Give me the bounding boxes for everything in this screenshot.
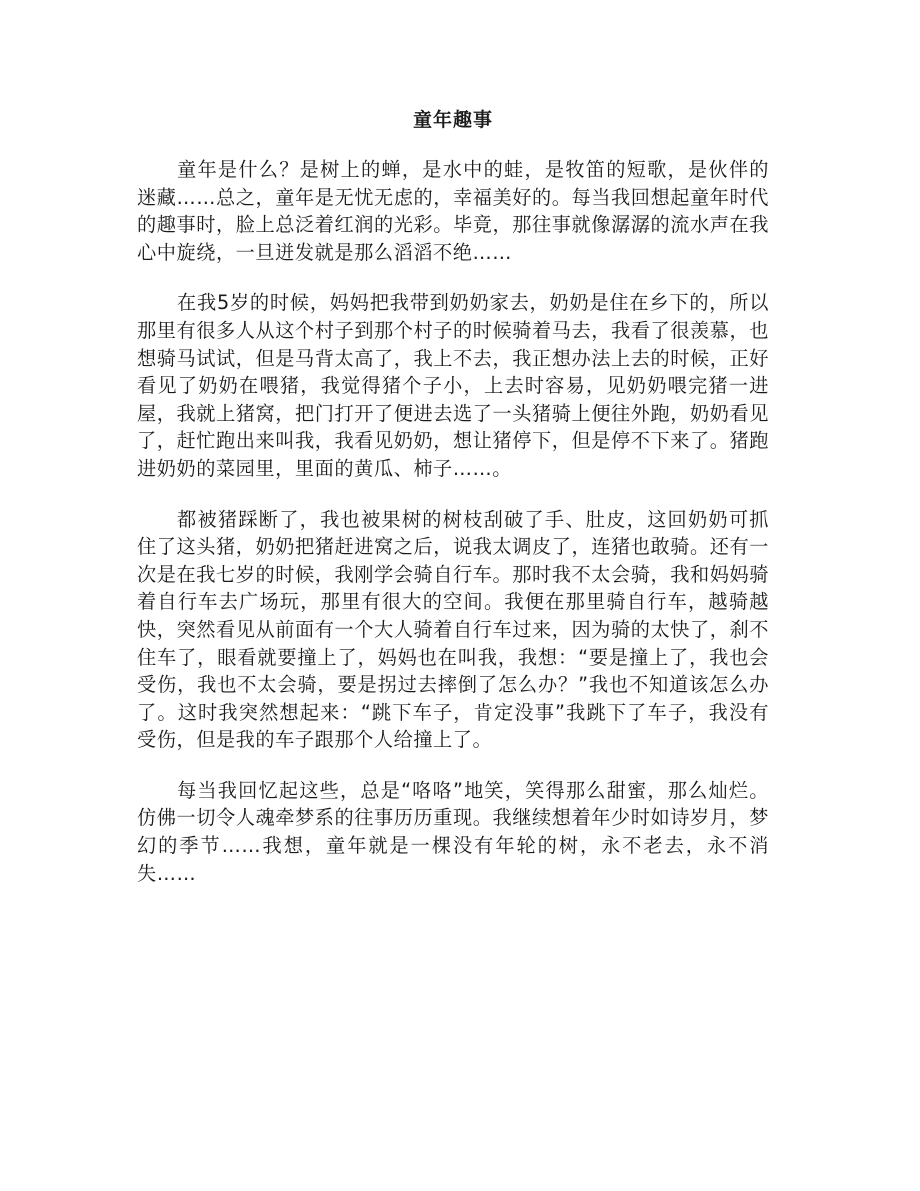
document-title: 童年趣事 — [412, 109, 493, 131]
document-page — [137, 105, 769, 910]
paragraph-1: 童年是什么？是树上的蝉，是水中的蛙，是牧笛的短歌，是伙伴的迷藏……总之，童年是无忧无虑的，幸福美好的。每当我回想起童年时代的趣事时，脸上总泛着红润的光彩。毕竟，那往事就像潺潺的流水声在我心中旋绕，一旦迸发就是那么滔滔不绝…… — [137, 158, 769, 264]
paragraph-3: 都被猪踩断了，我也被果树的树枝刮破了手、肚皮，这回奶奶可抓住了这头猪，奶奶把猪赶进窝之后，说我太调皮了，连猪也敢骑。还有一次是在我七岁的时候，我刚学会骑自行车。那时我不太会骑，我和妈妈骑着自行车去广场玩，那里有很大的空间。我便在那里骑自行车，越骑越快，突然看见从前面有一个大人骑着自行车过来，因为骑的太快了，刹不住车了，眼看就要撞上了，妈妈也在叫我，我想：“要是撞上了，我也会受伤，我也不太会骑，要是拐过去摔倒了怎么办？”我也不知道该怎么办了。这时我突然想起来：“跳下车子，肯定没事”我跳下了车子，我没有受伤，但是我的车子跟那个人给撞上了。 — [137, 507, 769, 752]
paragraph-2: 在我5岁的时候，妈妈把我带到奶奶家去，奶奶是住在乡下的，所以那里有很多人从这个村子到那个村子的时候骑着马去，我看了很羡慕，也想骑马试试，但是马背太高了，我上不去，我正想办法上去的时候，正好看见了奶奶在喂猪，我觉得猪个子小，上去时容易，见奶奶喂完猪一进屋，我就上猪窝，把门打开了便进去选了一头猪骑上便往外跑，奶奶看见了，赶忙跑出来叫我，我看见奶奶，想让猪停下，但是停不下来了。猪跑进奶奶的菜园里，里面的黄瓜、柿子……。 — [137, 291, 769, 480]
paragraph-4: 每当我回忆起这些，总是“咯咯”地笑，笑得那么甜蜜，那么灿烂。仿佛一切令人魂牵梦系的往事历历重现。我继续想着年少时如诗岁月，梦幻的季节……我想，童年就是一棵没有年轮的树，永不老去，永不消失…… — [137, 778, 769, 885]
